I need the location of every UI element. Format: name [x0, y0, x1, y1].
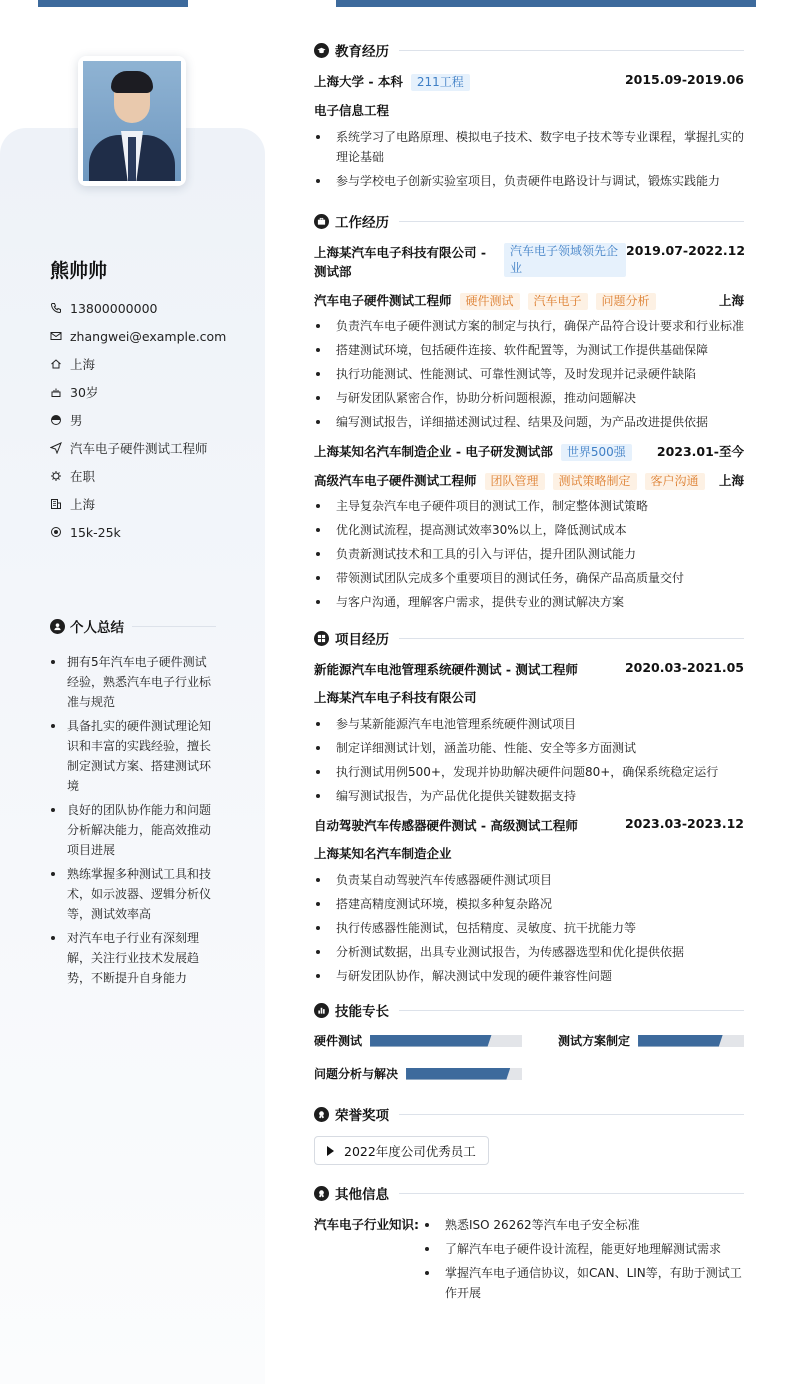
- skill-tag: 汽车电子: [528, 293, 588, 310]
- job-date: 2023.01-至今: [656, 444, 744, 459]
- job-role: 汽车电子硬件测试工程师: [314, 293, 452, 308]
- play-icon: [327, 1146, 334, 1156]
- grid-icon: [314, 631, 329, 646]
- skill-tag: 团队管理: [485, 473, 545, 490]
- projects-section: [314, 628, 744, 986]
- job-company: 上海某汽车电子科技有限公司 - 测试部: [314, 245, 487, 279]
- projects-section-title: 项目经历: [314, 628, 744, 648]
- company-tag: 汽车电子领域领先企业: [504, 243, 626, 277]
- job-bullets: [314, 316, 744, 432]
- building-icon: [50, 498, 62, 510]
- award-item: 2022年度公司优秀员工: [314, 1136, 489, 1165]
- list-item: 编写测试报告，为产品优化提供关键数据支持: [314, 786, 744, 806]
- job-city: 上海: [718, 473, 744, 488]
- education-date: 2015.09-2019.06: [624, 72, 744, 87]
- list-item: 执行传感器性能测试，包括精度、灵敏度、抗干扰能力等: [314, 918, 744, 938]
- work-section-title: 工作经历: [314, 211, 744, 231]
- company-tag: 世界500强: [561, 444, 632, 461]
- contact-info-list: [50, 294, 226, 546]
- job-company: 上海某知名汽车制造企业 - 电子研发测试部: [314, 444, 553, 459]
- job-role: 高级汽车电子硬件测试工程师: [314, 473, 477, 488]
- summary-section-title: 个人总结: [50, 616, 216, 636]
- info-salary: 15k-25k: [50, 518, 226, 546]
- skill-level-bar: [370, 1035, 492, 1047]
- list-item: 执行测试用例500+，发现并协助解决硬件问题80+，确保系统稳定运行: [314, 762, 744, 782]
- cake-icon: [50, 386, 62, 398]
- list-item: 带领测试团队完成多个重要项目的测试任务，确保产品高质量交付: [314, 568, 744, 588]
- school-tag: 211工程: [411, 74, 470, 91]
- bar-chart-icon: [314, 1003, 329, 1018]
- list-item: 熟悉ISO 26262等汽车电子安全标准: [423, 1215, 743, 1235]
- main-content: [314, 40, 744, 1307]
- project-company: 上海某汽车电子科技有限公司: [314, 690, 477, 705]
- list-item: 良好的团队协作能力和问题分析解决能力，能高效推动项目进展: [50, 800, 216, 860]
- status-icon: [50, 470, 62, 482]
- send-icon: [50, 442, 62, 454]
- mail-icon: [50, 330, 62, 342]
- list-item: 熟练掌握多种测试工具和技术，如示波器、逻辑分析仪等，测试效率高: [50, 864, 216, 924]
- list-item: 负责新测试技术和工具的引入与评估，提升团队测试能力: [314, 544, 744, 564]
- list-item: 负责某自动驾驶汽车传感器硬件测试项目: [314, 870, 744, 890]
- skills-section-title: 技能专长: [314, 1000, 744, 1020]
- top-accent-bar-right: [336, 0, 756, 7]
- info-city: 上海: [50, 350, 226, 378]
- job-city: 上海: [718, 293, 744, 308]
- job-date: 2019.07-2022.12: [626, 243, 746, 258]
- list-item: 与研发团队紧密合作，协助分析问题根源，推动问题解决: [314, 388, 744, 408]
- project-date: 2023.03-2023.12: [624, 816, 744, 831]
- school-name: 上海大学 - 本科: [314, 74, 403, 89]
- other-bullets: [423, 1215, 743, 1307]
- award-icon: [314, 1107, 329, 1122]
- list-item: 参与某新能源汽车电池管理系统硬件测试项目: [314, 714, 744, 734]
- education-bullets: [314, 127, 744, 191]
- info-phone: 13800000000: [50, 294, 226, 322]
- award-icon: [314, 1186, 329, 1201]
- other-label: 汽车电子行业知识:: [314, 1217, 419, 1232]
- info-position: 汽车电子硬件测试工程师: [50, 434, 226, 462]
- info-status: 在职: [50, 462, 226, 490]
- skill-tag: 问题分析: [596, 293, 656, 310]
- project-bullets: [314, 870, 744, 986]
- project-bullets: [314, 714, 744, 806]
- project-entry: [314, 816, 744, 986]
- other-section: [314, 1183, 744, 1307]
- briefcase-icon: [314, 214, 329, 229]
- major: 电子信息工程: [314, 103, 390, 118]
- list-item: 系统学习了电路原理、模拟电子技术、数字电子技术等专业课程，掌握扎实的理论基础: [314, 127, 744, 167]
- list-item: 分析测试数据，出具专业测试报告，为传感器选型和优化提供依据: [314, 942, 744, 962]
- list-item: 编写测试报告，详细描述测试过程、结果及问题，为产品改进提供依据: [314, 412, 744, 432]
- home-icon: [50, 358, 62, 370]
- skill-level-bar: [406, 1068, 510, 1080]
- list-item: 与客户沟通，理解客户需求，提供专业的测试解决方案: [314, 592, 744, 612]
- project-name: 自动驾驶汽车传感器硬件测试 - 高级测试工程师: [314, 818, 578, 833]
- info-gender: 男: [50, 406, 226, 434]
- profile-name: 熊帅帅: [50, 260, 108, 282]
- list-item: 执行功能测试、性能测试、可靠性测试等，及时发现并记录硬件缺陷: [314, 364, 744, 384]
- info-work-city: 上海: [50, 490, 226, 518]
- list-item: 具备扎实的硬件测试理论知识和丰富的实践经验，擅长制定测试方案、搭建测试环境: [50, 716, 216, 796]
- skill-item: 问题分析与解决: [314, 1065, 522, 1082]
- profile-photo: [83, 61, 181, 181]
- skill-level-bar: [638, 1035, 723, 1047]
- list-item: 主导复杂汽车电子硬件项目的测试工作，制定整体测试策略: [314, 496, 744, 516]
- list-item: 拥有5年汽车电子硬件测试经验，熟悉汽车电子行业标准与规范: [50, 652, 216, 712]
- education-section: [314, 40, 744, 191]
- list-item: 搭建高精度测试环境，模拟多种复杂路况: [314, 894, 744, 914]
- gender-icon: [50, 414, 62, 426]
- phone-icon: [50, 302, 62, 314]
- info-age: 30岁: [50, 378, 226, 406]
- project-company: 上海某知名汽车制造企业: [314, 846, 452, 861]
- list-item: 对汽车电子行业有深刻理解，关注行业技术发展趋势，不断提升自身能力: [50, 928, 216, 988]
- list-item: 搭建测试环境，包括硬件连接、软件配置等，为测试工作提供基础保障: [314, 340, 744, 360]
- graduation-cap-icon: [314, 43, 329, 58]
- skill-item: 测试方案制定: [558, 1032, 744, 1049]
- list-item: 掌握汽车电子通信协议，如CAN、LIN等，有助于测试工作开展: [423, 1263, 743, 1303]
- project-date: 2020.03-2021.05: [624, 660, 744, 675]
- skills-section: [314, 1000, 744, 1082]
- job-entry: [314, 442, 744, 612]
- skill-item: 硬件测试: [314, 1032, 522, 1049]
- awards-section-title: 荣誉奖项: [314, 1104, 744, 1124]
- project-entry: [314, 660, 744, 806]
- list-item: 了解汽车电子硬件设计流程，能更好地理解测试需求: [423, 1239, 743, 1259]
- awards-section: [314, 1104, 744, 1165]
- other-section-title: 其他信息: [314, 1183, 744, 1203]
- skill-tag: 测试策略制定: [553, 473, 637, 490]
- project-name: 新能源汽车电池管理系统硬件测试 - 测试工程师: [314, 662, 578, 677]
- top-accent-bar-left: [38, 0, 188, 7]
- list-item: 优化测试流程，提高测试效率30%以上，降低测试成本: [314, 520, 744, 540]
- skills-grid: [314, 1032, 744, 1082]
- list-item: 制定详细测试计划，涵盖功能、性能、安全等多方面测试: [314, 738, 744, 758]
- avatar: [78, 56, 186, 186]
- salary-icon: [50, 526, 62, 538]
- info-email: zhangwei@example.com: [50, 322, 226, 350]
- job-entry: [314, 243, 744, 432]
- summary-list: [50, 652, 216, 992]
- skill-tag: 客户沟通: [645, 473, 705, 490]
- list-item: 负责汽车电子硬件测试方案的制定与执行，确保产品符合设计要求和行业标准: [314, 316, 744, 336]
- user-icon: [50, 619, 65, 634]
- list-item: 与研发团队协作，解决测试中发现的硬件兼容性问题: [314, 966, 744, 986]
- job-bullets: [314, 496, 744, 612]
- list-item: 参与学校电子创新实验室项目，负责硬件电路设计与调试，锻炼实践能力: [314, 171, 744, 191]
- education-section-title: 教育经历: [314, 40, 744, 60]
- skill-tag: 硬件测试: [460, 293, 520, 310]
- work-section: [314, 211, 744, 612]
